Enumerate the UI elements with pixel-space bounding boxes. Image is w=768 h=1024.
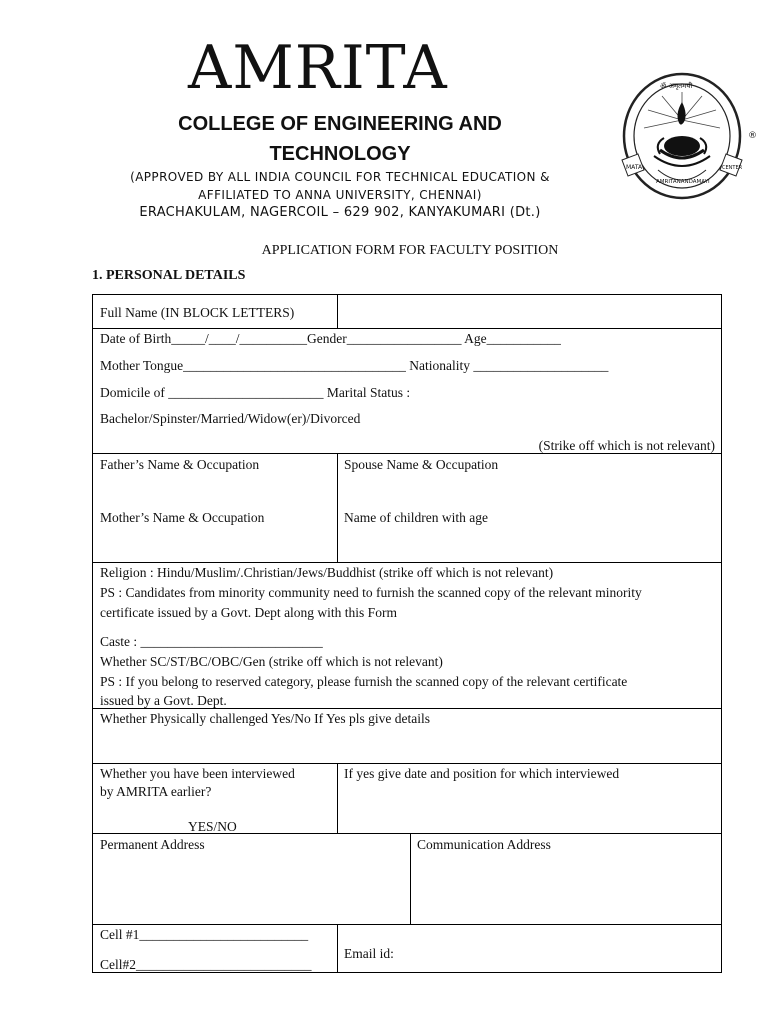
full-name-label: Full Name (IN BLOCK LETTERS) <box>100 305 295 320</box>
spouse-name-label: Spouse Name & Occupation <box>344 457 499 472</box>
mother-tongue-nationality-line[interactable]: Mother Tongue_________________________________ Nationality ____________________ <box>100 358 609 373</box>
divider <box>337 924 338 973</box>
personal-details-form <box>92 294 722 973</box>
seal-text-right: CENTER <box>722 165 743 171</box>
interview-details-label: If yes give date and position for which interviewed <box>344 766 620 781</box>
interviewed-label-line2: by AMRITA earlier? <box>100 784 212 799</box>
college-name-line2: TECHNOLOGY <box>269 143 411 165</box>
seal-text-left: MATA <box>626 164 643 171</box>
domicile-marital-line[interactable]: Domicile of _______________________ Marital Status : <box>100 385 411 400</box>
cell-2-field[interactable]: Cell#2__________________________ <box>100 957 312 972</box>
brand-logo-text: AMRITA <box>188 33 448 103</box>
caste-line[interactable]: Caste : ___________________________ <box>100 634 323 649</box>
permanent-address-label: Permanent Address <box>100 837 205 852</box>
children-label: Name of children with age <box>344 510 488 525</box>
strike-off-note: (Strike off which is not relevant) <box>538 438 715 453</box>
divider <box>337 453 338 562</box>
category-ps-line1: PS : If you belong to reserved category, please furnish the scanned copy of the relevant certificate <box>100 674 628 689</box>
divider <box>337 295 338 328</box>
trademark-symbol: ® <box>748 131 757 141</box>
seal-text-top: ॐ अमृतमयी <box>660 82 693 90</box>
religion-ps-line1: PS : Candidates from minority community need to furnish the scanned copy of the relevant minority <box>100 585 642 600</box>
religion-ps-line2: certificate issued by a Govt. Dept along with this Form <box>100 605 397 620</box>
dob-gender-age-line[interactable]: Date of Birth_____/____/__________Gender_________________ Age___________ <box>100 331 561 346</box>
divider <box>93 763 721 764</box>
form-title: APPLICATION FORM FOR FACULTY POSITION <box>261 243 559 258</box>
section-title: 1. PERSONAL DETAILS <box>92 268 246 283</box>
religion-line: Religion : Hindu/Muslim/.Christian/Jews/Buddhist (strike off which is not relevant) <box>100 565 554 580</box>
interviewed-label-line1: Whether you have been interviewed <box>100 766 295 781</box>
institution-seal <box>614 58 764 208</box>
physically-challenged-label: Whether Physically challenged Yes/No If Yes pls give details <box>100 711 430 726</box>
category-line: Whether SC/ST/BC/OBC/Gen (strike off which is not relevant) <box>100 654 443 669</box>
full-name-field[interactable] <box>339 296 719 327</box>
yes-no-option[interactable]: YES/NO <box>188 819 237 834</box>
divider <box>337 763 338 833</box>
college-name-line1: COLLEGE OF ENGINEERING AND <box>178 113 502 135</box>
approval-line2: AFFILIATED TO ANNA UNIVERSITY, CHENNAI) <box>198 188 482 202</box>
mother-name-label: Mother’s Name & Occupation <box>100 510 265 525</box>
father-name-label: Father’s Name & Occupation <box>100 457 260 472</box>
category-ps-line2: issued by a Govt. Dept. <box>100 693 227 708</box>
divider <box>93 328 721 329</box>
divider <box>410 833 411 924</box>
email-field[interactable]: Email id: <box>344 946 394 961</box>
divider <box>93 562 721 563</box>
seal-text-center: AMRITANANDAMAYI <box>656 179 710 185</box>
approval-line1: (APPROVED BY ALL INDIA COUNCIL FOR TECHNICAL EDUCATION & <box>130 170 550 184</box>
marital-status-options: Bachelor/Spinster/Married/Widow(er)/Divorced <box>100 411 361 426</box>
college-address: ERACHAKULAM, NAGERCOIL – 629 902, KANYAKUMARI (Dt.) <box>139 205 541 220</box>
cell-1-field[interactable]: Cell #1_________________________ <box>100 927 309 942</box>
communication-address-label: Communication Address <box>417 837 551 852</box>
divider <box>93 924 721 925</box>
